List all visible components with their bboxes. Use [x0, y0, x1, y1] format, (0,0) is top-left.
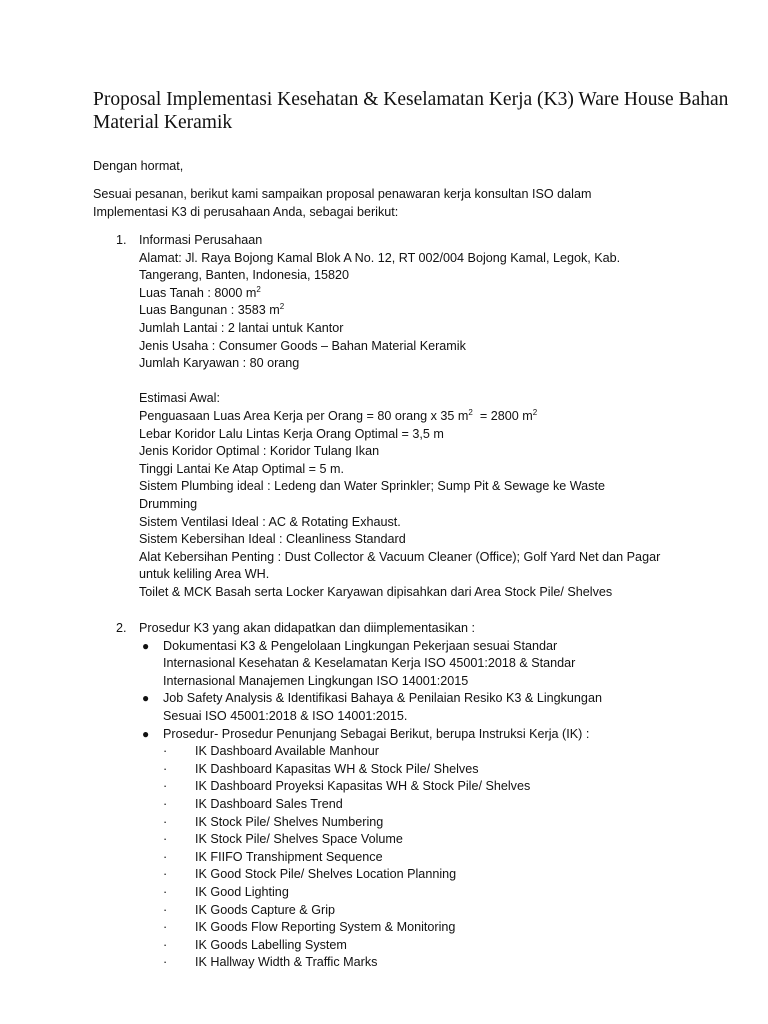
superscript-2: 2 [532, 407, 538, 417]
work-instruction-text: IK Stock Pile/ Shelves Numbering [195, 814, 384, 829]
building-area [139, 302, 676, 320]
toilet-locker: Toilet & MCK Basah serta Locker Karyawan dipisahkan dari Area Stock Pile/ Shelves [139, 584, 613, 599]
superscript-2: 2 [279, 302, 285, 312]
work-instruction-list [116, 743, 676, 972]
bullet-icon: ● [142, 726, 150, 741]
work-instruction-text: IK FIIFO Transhipment Sequence [195, 849, 383, 864]
middot-icon: · [163, 761, 168, 776]
work-instruction-text: IK Good Lighting [195, 884, 289, 899]
area-per-person-text: Penguasaan Luas Area Kerja per Orang = 80 orang x 35 m [139, 408, 469, 423]
list-item [116, 866, 676, 884]
corridor-width: Lebar Koridor Lalu Lintas Kerja Orang Optimal = 3,5 m [139, 426, 444, 441]
work-instruction-text: IK Goods Flow Reporting System & Monitoring [195, 920, 456, 935]
superscript-2: 2 [256, 284, 261, 294]
middot-icon: · [163, 867, 168, 882]
list-item [116, 902, 676, 920]
section-heading: Prosedur K3 yang akan didapatkan dan diimplementasikan : [139, 621, 476, 635]
section-k3-procedures [116, 620, 676, 972]
middot-icon: · [163, 920, 168, 935]
list-item [116, 954, 676, 972]
estimate-heading: Estimasi Awal: [139, 391, 220, 406]
list-item [116, 884, 676, 902]
work-instruction-text: IK Dashboard Kapasitas WH & Stock Pile/ Shelves [195, 761, 479, 776]
list-item [116, 831, 676, 849]
list-item [116, 796, 676, 814]
list-item [116, 778, 676, 796]
list-item [116, 849, 676, 867]
business-type: Jenis Usaha : Consumer Goods – Bahan Material Keramik [139, 338, 466, 353]
area-per-person [139, 408, 676, 426]
work-instruction-text: IK Hallway Width & Traffic Marks [195, 955, 378, 970]
area-total-text: = 2800 m [472, 408, 533, 423]
middot-icon: · [163, 902, 168, 917]
list-item [116, 638, 676, 691]
section-company-info [116, 232, 676, 601]
middot-icon: · [163, 937, 168, 952]
superscript-2: 2 [468, 407, 473, 417]
work-instruction-text: IK Dashboard Available Manhour [195, 744, 379, 759]
land-area [139, 285, 676, 303]
section-content [139, 620, 676, 638]
work-instruction-text: IK Goods Capture & Grip [195, 902, 335, 917]
bullet-icon: ● [142, 638, 150, 653]
land-area-text: Luas Tanah : 8000 m [139, 285, 257, 300]
cleaning-tools: Alat Kebersihan Penting : Dust Collector & Vacuum Cleaner (Office); Golf Yard Net dan Pagar untuk keliling Area WH. [139, 549, 661, 582]
work-instruction-text: IK Dashboard Sales Trend [195, 796, 343, 811]
list-item [116, 761, 676, 779]
middot-icon: · [163, 814, 168, 829]
list-item [116, 937, 676, 955]
bullet-text: Job Safety Analysis & Identifikasi Bahaya & Penilaian Resiko K3 & Lingkungan Sesuai ISO 45001:2018 & ISO 14001:2015. [163, 691, 602, 723]
bullet-text: Prosedur- Prosedur Penunjang Sebagai Berikut, berupa Instruksi Kerja (IK) : [163, 726, 590, 741]
list-item [116, 743, 676, 761]
middot-icon: · [163, 832, 168, 847]
work-instruction-text: IK Stock Pile/ Shelves Space Volume [195, 832, 403, 847]
middot-icon: · [163, 796, 168, 811]
list-item [116, 814, 676, 832]
list-item [116, 726, 676, 744]
company-address: Alamat: Jl. Raya Bojong Kamal Blok A No. 12, RT 002/004 Bojong Kamal, Legok, Kab. Tangerang, Banten, Indonesia, 15820 [139, 250, 621, 283]
section-heading: Informasi Perusahaan [139, 233, 263, 247]
corridor-type: Jenis Koridor Optimal : Koridor Tulang Ikan [139, 444, 380, 459]
work-instruction-text: IK Goods Labelling System [195, 937, 347, 952]
middot-icon: · [163, 779, 168, 794]
middot-icon: · [163, 849, 168, 864]
building-area-text: Luas Bangunan : 3583 m [139, 303, 280, 318]
section-content [139, 232, 676, 601]
ceiling-height: Tinggi Lantai Ke Atap Optimal = 5 m. [139, 461, 344, 476]
bullet-text: Dokumentasi K3 & Pengelolaan Lingkungan Pekerjaan sesuai Standar Internasional Kesehatan & Keselamatan Kerja ISO 45001:2018 & Standar Internasional Manajemen Lingkungan ISO 14001:2015 [163, 638, 576, 688]
middot-icon: · [163, 744, 168, 759]
section-number: 2. [116, 621, 127, 635]
employee-count: Jumlah Karyawan : 80 orang [139, 356, 300, 371]
middot-icon: · [163, 884, 168, 899]
intro-paragraph: Sesuai pesanan, berikut kami sampaikan proposal penawaran kerja konsultan ISO dalam Implementasi K3 di perusahaan Anda, sebagai berikut: [93, 187, 592, 219]
floor-count: Jumlah Lantai : 2 lantai untuk Kantor [139, 320, 344, 335]
list-item [116, 690, 676, 725]
cleanliness-system: Sistem Kebersihan Ideal : Cleanliness Standard [139, 532, 406, 547]
salutation: Dengan hormat, [93, 159, 184, 173]
list-item [116, 919, 676, 937]
document-title: Proposal Implementasi Kesehatan & Keselamatan Kerja (K3) Ware House Bahan Material Keramik [93, 89, 729, 133]
bullet-icon: ● [142, 691, 150, 706]
section-number: 1. [116, 233, 127, 247]
ventilation-system: Sistem Ventilasi Ideal : AC & Rotating Exhaust. [139, 514, 401, 529]
work-instruction-text: IK Good Stock Pile/ Shelves Location Planning [195, 867, 457, 882]
plumbing-system: Sistem Plumbing ideal : Ledeng dan Water Sprinkler; Sump Pit & Sewage ke Waste Drumming [139, 479, 605, 511]
middot-icon: · [163, 955, 168, 970]
blank-line [139, 373, 676, 391]
work-instruction-text: IK Dashboard Proyeksi Kapasitas WH & Stock Pile/ Shelves [195, 779, 531, 794]
procedure-bullet-list [116, 638, 676, 744]
